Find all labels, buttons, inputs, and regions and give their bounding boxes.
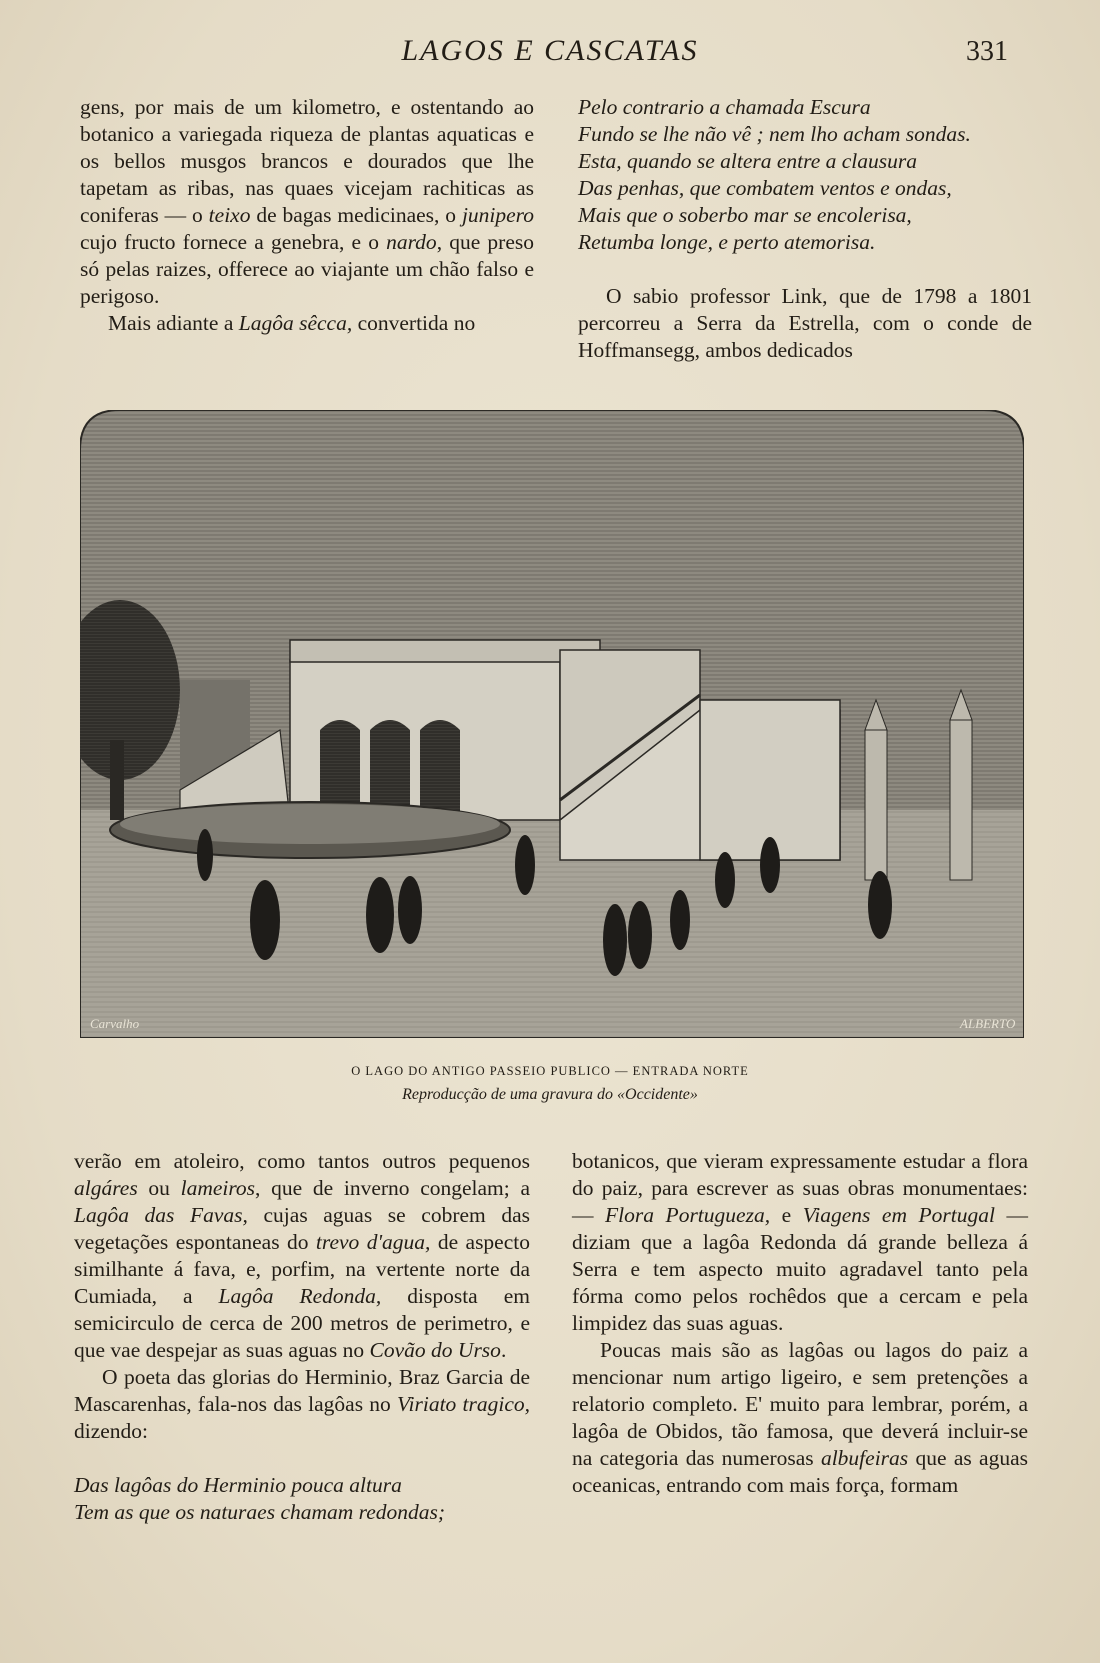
text-run: disposta em semicirculo de cerca de 200 metros de perimetro, e que vae despejar as suas aguas no: [74, 1284, 530, 1362]
verse-line: Mais que o soberbo mar se encolerisa,: [578, 203, 912, 227]
paragraph: O sabio professor Link, que de 1798 a 1801 percorreu a Serra da Estrella, com o conde de Hoffmansegg, ambos dedicados: [578, 284, 1032, 362]
text-run: gens, por mais de um kilometro, e ostentando ao botanico a variegada riqueza de plantas aquaticas e os bellos musgos brancos e dourados que lhe tapetam as ribas, nas quaes vicejam rachiticas as coniferas — o: [80, 95, 534, 227]
verse-line: Das lagôas do Herminio pouca altura: [74, 1473, 402, 1497]
signature-right: ALBERTO: [960, 1016, 1016, 1031]
italic-term: trevo d'agua,: [315, 1230, 431, 1254]
engraving-illustration: [80, 410, 1024, 1038]
verse-line: Tem as que os naturaes chamam redondas;: [74, 1500, 446, 1524]
paragraph: [74, 1148, 530, 1364]
text-run: convertida no: [352, 311, 476, 335]
italic-term: lameiros: [180, 1176, 256, 1200]
paragraph: [74, 1364, 530, 1445]
water: [120, 804, 500, 844]
paragraph: [572, 1148, 1028, 1337]
italic-term: Flora Portugueza,: [605, 1203, 771, 1227]
text-run: — diziam que a lagôa Redonda dá grande belleza á Serra e tem aspecto muito agradavel tanto pela fórma como pelos rochêdos que a cercam e pela limpidez das suas aguas.: [572, 1203, 1029, 1335]
italic-term: albufeiras: [820, 1446, 909, 1470]
paragraph: [80, 94, 534, 310]
text-run: dizendo:: [74, 1419, 149, 1443]
text-run: , que preso só pelas raizes, offerece ao viajante um chão falso e perigoso.: [80, 230, 534, 308]
column-bottom-left: [74, 1148, 530, 1526]
text-run: de bagas medicinaes, o: [250, 203, 462, 227]
stair-tower: [700, 700, 840, 860]
text-run: Mais adiante a: [108, 311, 239, 335]
balustrade: [290, 640, 600, 662]
column-top-left: [80, 94, 534, 337]
text-run: que as aguas oceanicas, entrando com mais força, formam: [572, 1446, 1029, 1497]
text-run: cujas aguas se cobrem das vegetações espontaneas do: [74, 1203, 531, 1254]
italic-term: Viriato tragico,: [396, 1392, 530, 1416]
verse-block: [578, 94, 1032, 256]
figure-caption: O LAGO DO ANTIGO PASSEIO PUBLICO — ENTRADA NORTE: [351, 1064, 749, 1078]
text-run: de aspecto similhante á fava, e, porfim, na vertente norte da Cumiada, a: [74, 1230, 530, 1308]
italic-term: Lagôa das Favas,: [74, 1203, 248, 1227]
italic-term: teixo: [208, 203, 251, 227]
verse-block: [74, 1472, 530, 1526]
arch: [420, 720, 460, 820]
text-run: ou: [137, 1176, 181, 1200]
verse-line: Pelo contrario a chamada Escura: [578, 95, 871, 119]
tree-trunk: [110, 740, 124, 820]
gate-pillar: [865, 730, 887, 880]
italic-term: Lagôa Redonda,: [218, 1284, 382, 1308]
text-run: , que de inverno congelam; a: [255, 1176, 530, 1200]
column-top-right: [578, 94, 1032, 364]
text-run: .: [500, 1338, 507, 1362]
italic-term: Lagôa sêcca,: [238, 311, 353, 335]
italic-term: nardo: [386, 230, 437, 254]
verse-line: Esta, quando se altera entre a clausura: [578, 149, 917, 173]
signature-left: Carvalho: [90, 1016, 140, 1031]
verse-line: Das penhas, que combatem ventos e ondas,: [578, 176, 952, 200]
text-run: e: [770, 1203, 803, 1227]
text-run: Poucas mais são as lagôas ou lagos do paiz a mencionar num artigo ligeiro, e sem pretenções a relatorio completo. E' muito para lembrar, porém, a lagôa de Obidos, tão famosa, que deverá incluir-se na categoria das numerosas: [572, 1338, 1028, 1470]
text-run: cujo fructo fornece a genebra, e o: [80, 230, 387, 254]
text-run: O poeta das glorias do Herminio, Braz Garcia de Mascarenhas, fala-nos das lagôas no: [74, 1365, 530, 1416]
italic-term: algáres: [74, 1176, 138, 1200]
column-bottom-right: [572, 1148, 1028, 1499]
italic-term: junipero: [461, 203, 534, 227]
text-run: verão em atoleiro, como tantos outros pequenos: [74, 1149, 530, 1173]
verse-line: Fundo se lhe não vê ; nem lho acham sondas.: [578, 122, 971, 146]
gate-pillar: [950, 720, 972, 880]
running-header: LAGOS E CASCATAS: [401, 34, 699, 67]
italic-term: Covão do Urso: [369, 1338, 501, 1362]
paragraph: [572, 1337, 1028, 1499]
figure-credit: Reproducção de uma gravura do «Occidente»: [402, 1086, 698, 1103]
page-number: 331: [966, 36, 1008, 67]
verse-line: Retumba longe, e perto atemorisa.: [578, 230, 876, 254]
text-run: botanicos, que vieram expressamente estudar a flora do paiz, para escrever as suas obras monumentaes: —: [572, 1149, 1028, 1227]
paragraph: [80, 310, 534, 337]
italic-term: Viagens em Portugal: [802, 1203, 995, 1227]
